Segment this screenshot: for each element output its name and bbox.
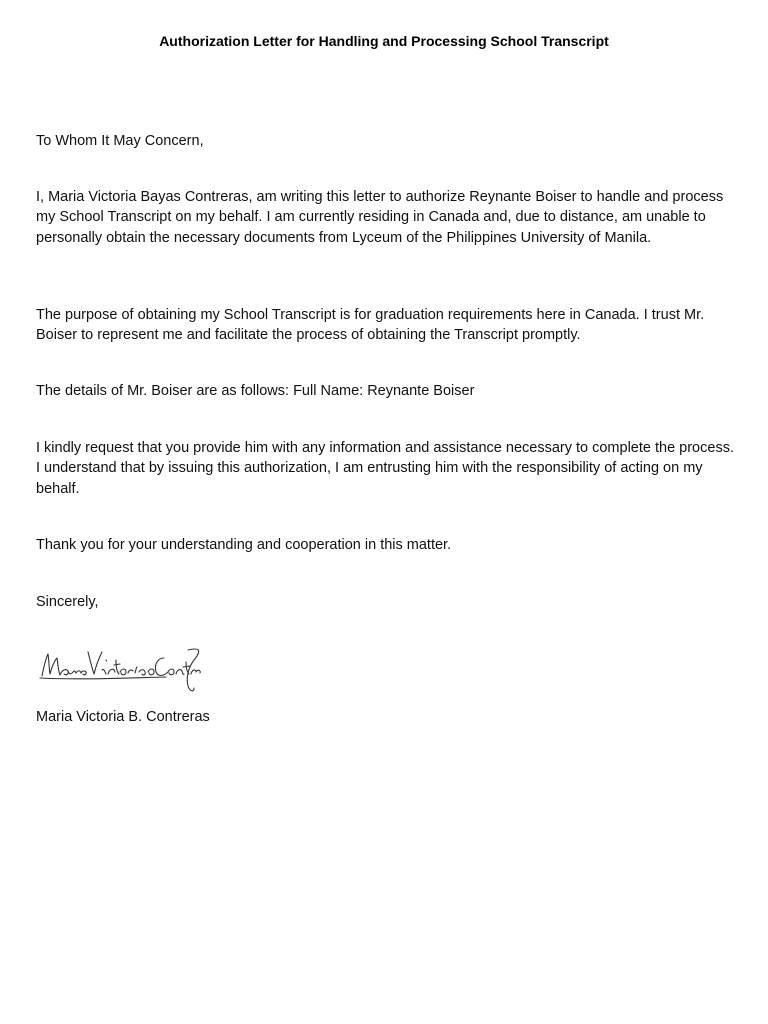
paragraph-purpose: The purpose of obtaining my School Transcript is for graduation requirements here in Canada. I trust Mr. Boiser to represent me and facilitate the process of obtaining the Transcript promptly. bbox=[36, 307, 705, 344]
paragraph-details: The details of Mr. Boiser are as follows: Full Name: Reynante Boiser bbox=[36, 383, 475, 399]
paragraph-thanks: Thank you for your understanding and cooperation in this matter. bbox=[36, 537, 452, 553]
letter-title: Authorization Letter for Handling and Processing School Transcript bbox=[159, 33, 609, 49]
closing: Sincerely, bbox=[36, 594, 99, 610]
handwritten-signature bbox=[36, 630, 208, 696]
signer-name: Maria Victoria B. Contreras bbox=[36, 709, 210, 725]
salutation: To Whom It May Concern, bbox=[36, 133, 204, 149]
paragraph-authorization: I, Maria Victoria Bayas Contreras, am writing this letter to authorize Reynante Boiser to handle and process my School Transcript on my behalf. I am currently residing in Canada and, due to distance, am unable to personally obtain the necessary documents from Lyceum of the Philippines University of Manila. bbox=[36, 189, 724, 246]
paragraph-request: I kindly request that you provide him with any information and assistance necessary to complete the process. I understand that by issuing this authorization, I am entrusting him with the responsibility of acting on my behalf. bbox=[36, 440, 734, 497]
